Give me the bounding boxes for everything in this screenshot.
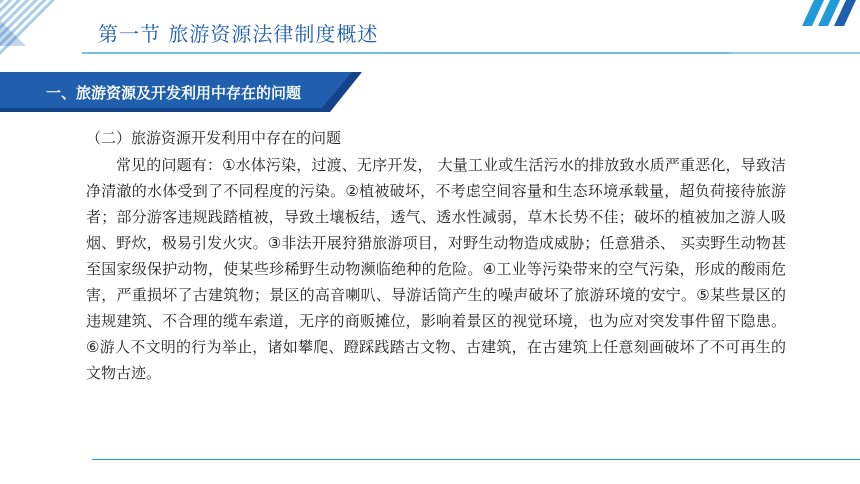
banner-heading: 一、旅游资源及开发利用中存在的问题 <box>46 84 302 102</box>
body-paragraph: 常见的问题有：①水体污染，过渡、无序开发， 大量工业或生活污水的排放致水质严重恶化，导致洁净清澈的水体受到了不同程度的污染。②植被破坏，不考虑空间容量和生态环境承载量，超负荷接待旅游者；部分游客违规践踏植被，导致土壤板结，透气、透水性减弱，草木长势不佳；破坏的植被加之游人吸烟、野炊，极易引发火灾。③非法开展狩猎旅游项目，对野生动物造成威胁；任意猎杀、 买卖野生动物甚至国家级保护动物，使某些珍稀野生动物濒临绝种的危险。④工业等污染带来的空气污染，形成的酸雨危害，严重损坏了古建筑物；景区的高音喇叭、导游话筒产生的噪声破坏了旅游环境的安宁。⑤某些景区的违规建筑、不合理的缆车索道，无序的商贩摊位，影响着景区的视觉环境，也为应对突发事件留下隐患。⑥游人不文明的行为举止，诸如攀爬、蹬踩践踏古文物、古建筑，在古建筑上任意刻画破坏了不可再生的文物古迹。 <box>86 156 786 382</box>
bottom-divider <box>92 459 860 460</box>
section-title: 第一节 旅游资源法律制度概述 <box>98 22 379 46</box>
title-underline <box>0 48 860 58</box>
subsection-heading: （二）旅游资源开发利用中存在的问题 <box>86 129 342 147</box>
top-right-slash-decoration <box>800 0 860 30</box>
